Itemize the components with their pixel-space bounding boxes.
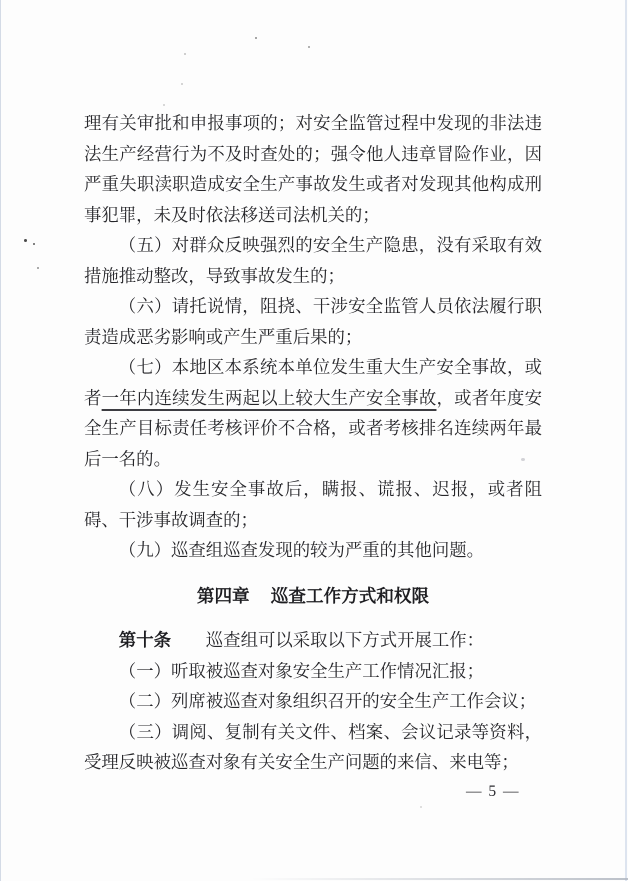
scan-speckle [308,46,310,48]
scan-edge-bottom [0,878,628,880]
list-item-9: （九）巡查组巡查发现的较为严重的其他问题。 [118,540,485,560]
paragraph-continuation: 理有关审批和申报事项的；对安全监管过程中发现的非法违法生产经营行为不及时查处的；强令他人违章冒险作业，因严重失职渎职造成安全生产事故发生或者对发现其他构成刑事犯罪，未及时依法移送司法机关的； [84,113,542,225]
scan-edge-right [625,0,627,881]
scan-edge-left [0,0,1,881]
chapter-heading [84,581,542,612]
article-10-paragraph [84,625,542,656]
list-item-7 [84,352,542,474]
chapter-number: 第四章 [196,585,250,606]
list-item-2: （二）列席被巡查对象组织召开的安全生产工作会议； [118,691,537,711]
scan-speckle [33,243,35,245]
scan-speckle [24,239,27,242]
item-7-text-post: ，或者年度安全生产目标责任考核评价不合格，或者考核排名连续两年最后一名的。 [84,387,542,469]
article-10-text: 巡查组可以采取以下方式开展工作： [205,630,485,650]
scan-speckle [163,104,165,106]
page-number: — 5 — [466,783,520,800]
scan-speckle [255,37,257,39]
list-item-1: （一）听取被巡查对象安全生产工作情况汇报； [118,660,485,681]
article-10-label: 第十条 [118,630,171,650]
document-body [84,108,542,778]
scan-speckle [181,83,183,85]
list-item-8: （八）发生安全事故后，瞒报、谎报、迟报，或者阻碍、干涉事故调查的； [84,479,542,530]
list-item-6: （六）请托说情，阻挠、干涉安全监管人员依法履行职责造成恶劣影响或产生严重后果的； [84,296,542,347]
chapter-title: 巡查工作方式和权限 [270,585,430,606]
item-7-underlined-text: 一年内连续发生两起以上较大生产安全事故 [101,387,437,408]
scan-speckle [37,267,39,269]
list-item-3: （三）调阅、复制有关文件、档案、会议记录等资料，受理反映被巡查对象有关安全生产问题的来信、来电等； [84,721,542,772]
scan-speckle [184,53,186,55]
scan-speckle [420,806,422,808]
item-7-text-pre: （七）本地区本系统本单位发生重大生产安全事故，或者 [84,357,542,408]
list-item-5: （五）对群众反映强烈的安全生产隐患，没有采取有效措施推动整改，导致事故发生的； [84,235,542,286]
